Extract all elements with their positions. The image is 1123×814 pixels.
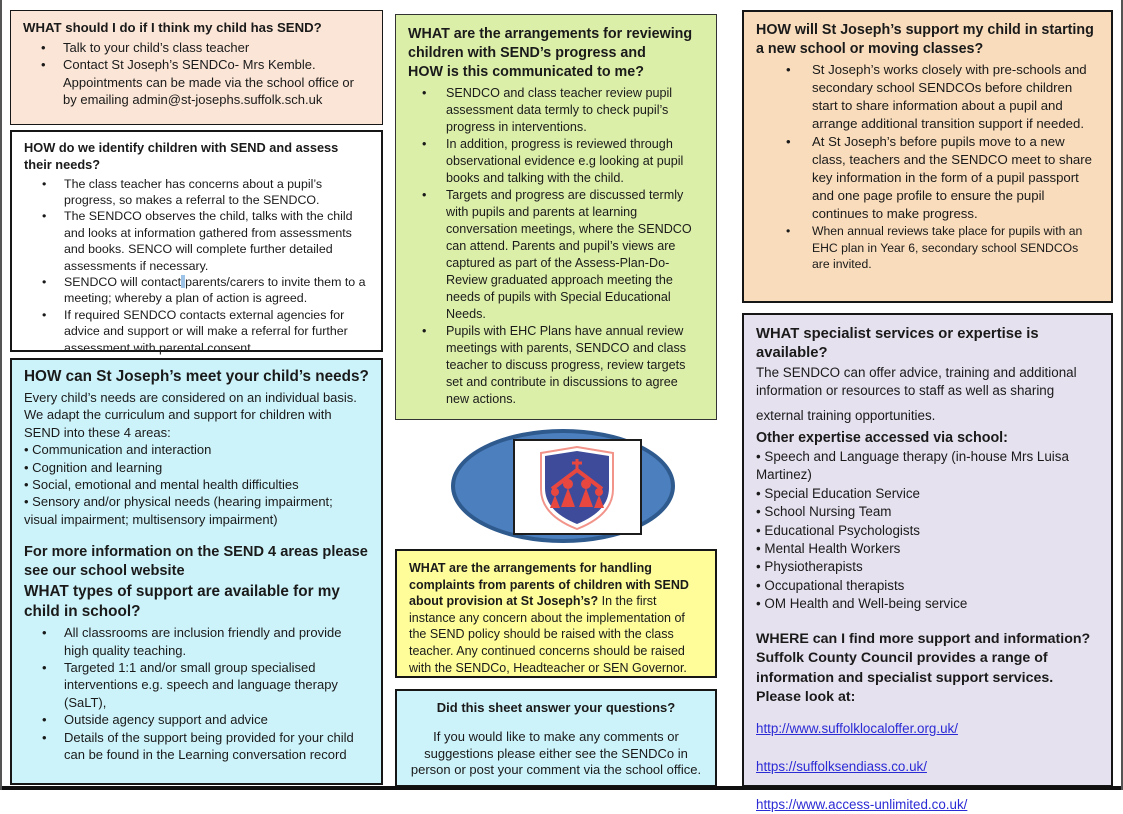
- intro-text: Every child’s needs are considered on an individual basis. We adapt the curriculum and support for children with SEND into these 4 areas:: [24, 390, 357, 440]
- text-before-cursor: SENDCO will contact: [64, 275, 182, 290]
- expertise-subtitle: Other expertise accessed via school:: [756, 430, 1008, 446]
- panel-title-line2: HOW is this communicated to me?: [408, 64, 644, 80]
- list-item: • Targets and progress are discussed termly with pupils and parents at learning conversation meetings, where the SENDCO can attend. Parents and pupil’s views are captured as part of the Assess-Plan-Do-Review graduated approach meeting the needs of pupils with Special Educational Needs.: [408, 187, 704, 323]
- list-item: [24, 274, 369, 307]
- bullet-list: [24, 176, 369, 356]
- panel-title: HOW can St Joseph’s meet your child’s needs?: [24, 368, 369, 385]
- link-suffolk-sendiass[interactable]: https://suffolksendiass.co.uk/: [756, 758, 927, 774]
- list-item: • At St Joseph’s before pupils move to a new class, teachers and the SENDCO meet to share key information in the form of a pupil passport and one page profile to ensure the pupil continues to make progress.: [756, 133, 1099, 223]
- list-item: • When annual reviews take place for pupils with an EHC plan in Year 6, secondary school SENDCOs are invited.: [756, 223, 1099, 273]
- complaints-question: WHAT are the arrangements for handling complaints from parents of children with SEND about provision at St Joseph’s?: [409, 561, 689, 609]
- link-access-unlimited[interactable]: https://www.access-unlimited.co.uk/: [756, 796, 968, 812]
- complaints-text: [409, 560, 703, 676]
- list-item: • In addition, progress is reviewed through observational evidence e.g looking at pupil books and talking with the child.: [408, 136, 704, 187]
- area-item: • Sensory and/or physical needs (hearing impairment; visual impairment; multisensory impairment): [24, 493, 369, 528]
- link-suffolk-local-offer[interactable]: http://www.suffolklocaloffer.org.uk/: [756, 720, 958, 736]
- list-item: • The SENDCO observes the child, talks with the child and looks at information gathered from assessments and books. SENCO will complete further detailed assessments if necessary.: [24, 208, 369, 274]
- panel-title: HOW do we identify children with SEND and assess their needs?: [24, 140, 339, 172]
- service-item: • Mental Health Workers: [756, 540, 1099, 558]
- more-info-note: For more information on the SEND 4 areas please see our school website: [24, 544, 368, 580]
- list-item: • If required SENDCO contacts external agencies for advice and support or will make a referral for further assessment with parental consent.: [24, 307, 369, 356]
- where-support-title: WHERE can I find more support and information? Suffolk County Council provides a range of information and specialist support services. Please look at:: [756, 630, 1091, 706]
- list-item: • All classrooms are inclusion friendly and provide high quality teaching.: [24, 624, 369, 659]
- list-item: • Details of the support being provided for your child can be found in the Learning conversation record: [24, 729, 369, 764]
- panel-feedback: [395, 689, 717, 787]
- panel-title: WHAT specialist services or expertise is available?: [756, 326, 1039, 361]
- list-item: • Contact St Joseph’s SENDCo- Mrs Kemble. Appointments can be made via the school office or by emailing admin@st-josephs.suffolk.sch.uk: [23, 56, 370, 109]
- panel-transition-support: [742, 10, 1113, 303]
- bullet-list: [408, 85, 704, 408]
- panel-title: WHAT should I do if I think my child has SEND?: [23, 20, 322, 35]
- area-item: • Cognition and learning: [24, 459, 369, 476]
- list-item: • SENDCO and class teacher review pupil assessment data termly to check pupil’s progress in interventions.: [408, 85, 704, 136]
- feedback-title: Did this sheet answer your questions?: [436, 700, 676, 715]
- bullet-list: [756, 61, 1099, 273]
- specialist-body-2: external training opportunities.: [756, 408, 936, 423]
- school-crest-shield-icon: [450, 429, 676, 543]
- area-item: • Communication and interaction: [24, 441, 369, 458]
- page-left-border: [0, 0, 2, 790]
- list-item: • The class teacher has concerns about a pupil’s progress, so makes a referral to the SENDCO.: [24, 176, 369, 209]
- panel-what-if-send: [10, 10, 383, 125]
- panel-reviewing-progress: [395, 14, 717, 420]
- list-item: • Outside agency support and advice: [24, 711, 369, 728]
- school-logo: [450, 429, 676, 543]
- list-item: • Talk to your child’s class teacher: [23, 39, 370, 57]
- panel-title: WHAT are the arrangements for reviewing children with SEND’s progress and: [408, 26, 693, 61]
- feedback-body: If you would like to make any comments or suggestions please either see the SENDCo in person or post your comment via the school office.: [410, 728, 702, 778]
- bullet-list: [23, 39, 370, 109]
- panel-complaints: [395, 549, 717, 678]
- panel-meet-needs: [10, 358, 383, 785]
- service-item: • School Nursing Team: [756, 503, 1099, 521]
- area-item: • Social, emotional and mental health difficulties: [24, 476, 369, 493]
- list-item: • St Joseph’s works closely with pre-schools and secondary school SENDCOs before children start to share information about a pupil and arrange additional transition support if needed.: [756, 61, 1099, 133]
- panel-title: HOW will St Joseph’s support my child in starting a new school or moving classes?: [756, 22, 1094, 57]
- panel-specialist-services: [742, 313, 1113, 812]
- service-item: • OM Health and Well-being service: [756, 595, 1099, 613]
- panel-title: WHAT types of support are available for my child in school?: [24, 583, 340, 621]
- complaints-body: In the first instance any concern about the implementation of the SEND policy should be raised with the class teacher. Any continued concerns should be raised with the SENDCo, Headteacher or SEN Governor.: [409, 594, 687, 675]
- service-item: • Occupational therapists: [756, 577, 1099, 595]
- text-after-cursor: parents/carers to invite them to a meeting; whereby a plan of action is agreed.: [64, 275, 366, 306]
- service-item: • Special Education Service: [756, 485, 1099, 503]
- list-item: • Targeted 1:1 and/or small group specialised interventions e.g. speech and language therapy (SaLT),: [24, 659, 369, 711]
- list-item: • Pupils with EHC Plans have annual review meetings with parents, SENDCO and class teacher to discuss progress, review targets set and contribute in discussions to agree new actions.: [408, 323, 704, 408]
- service-item: • Speech and Language therapy (in-house Mrs Luisa Martinez): [756, 448, 1099, 485]
- page-bottom-border: [0, 786, 1123, 790]
- panel-identify-send: [10, 130, 383, 355]
- service-item: • Educational Psychologists: [756, 522, 1099, 540]
- bullet-list: [24, 624, 369, 763]
- service-item: • Physiotherapists: [756, 558, 1099, 576]
- specialist-body: The SENDCO can offer advice, training and additional information or resources to staff as well as sharing: [756, 365, 1077, 398]
